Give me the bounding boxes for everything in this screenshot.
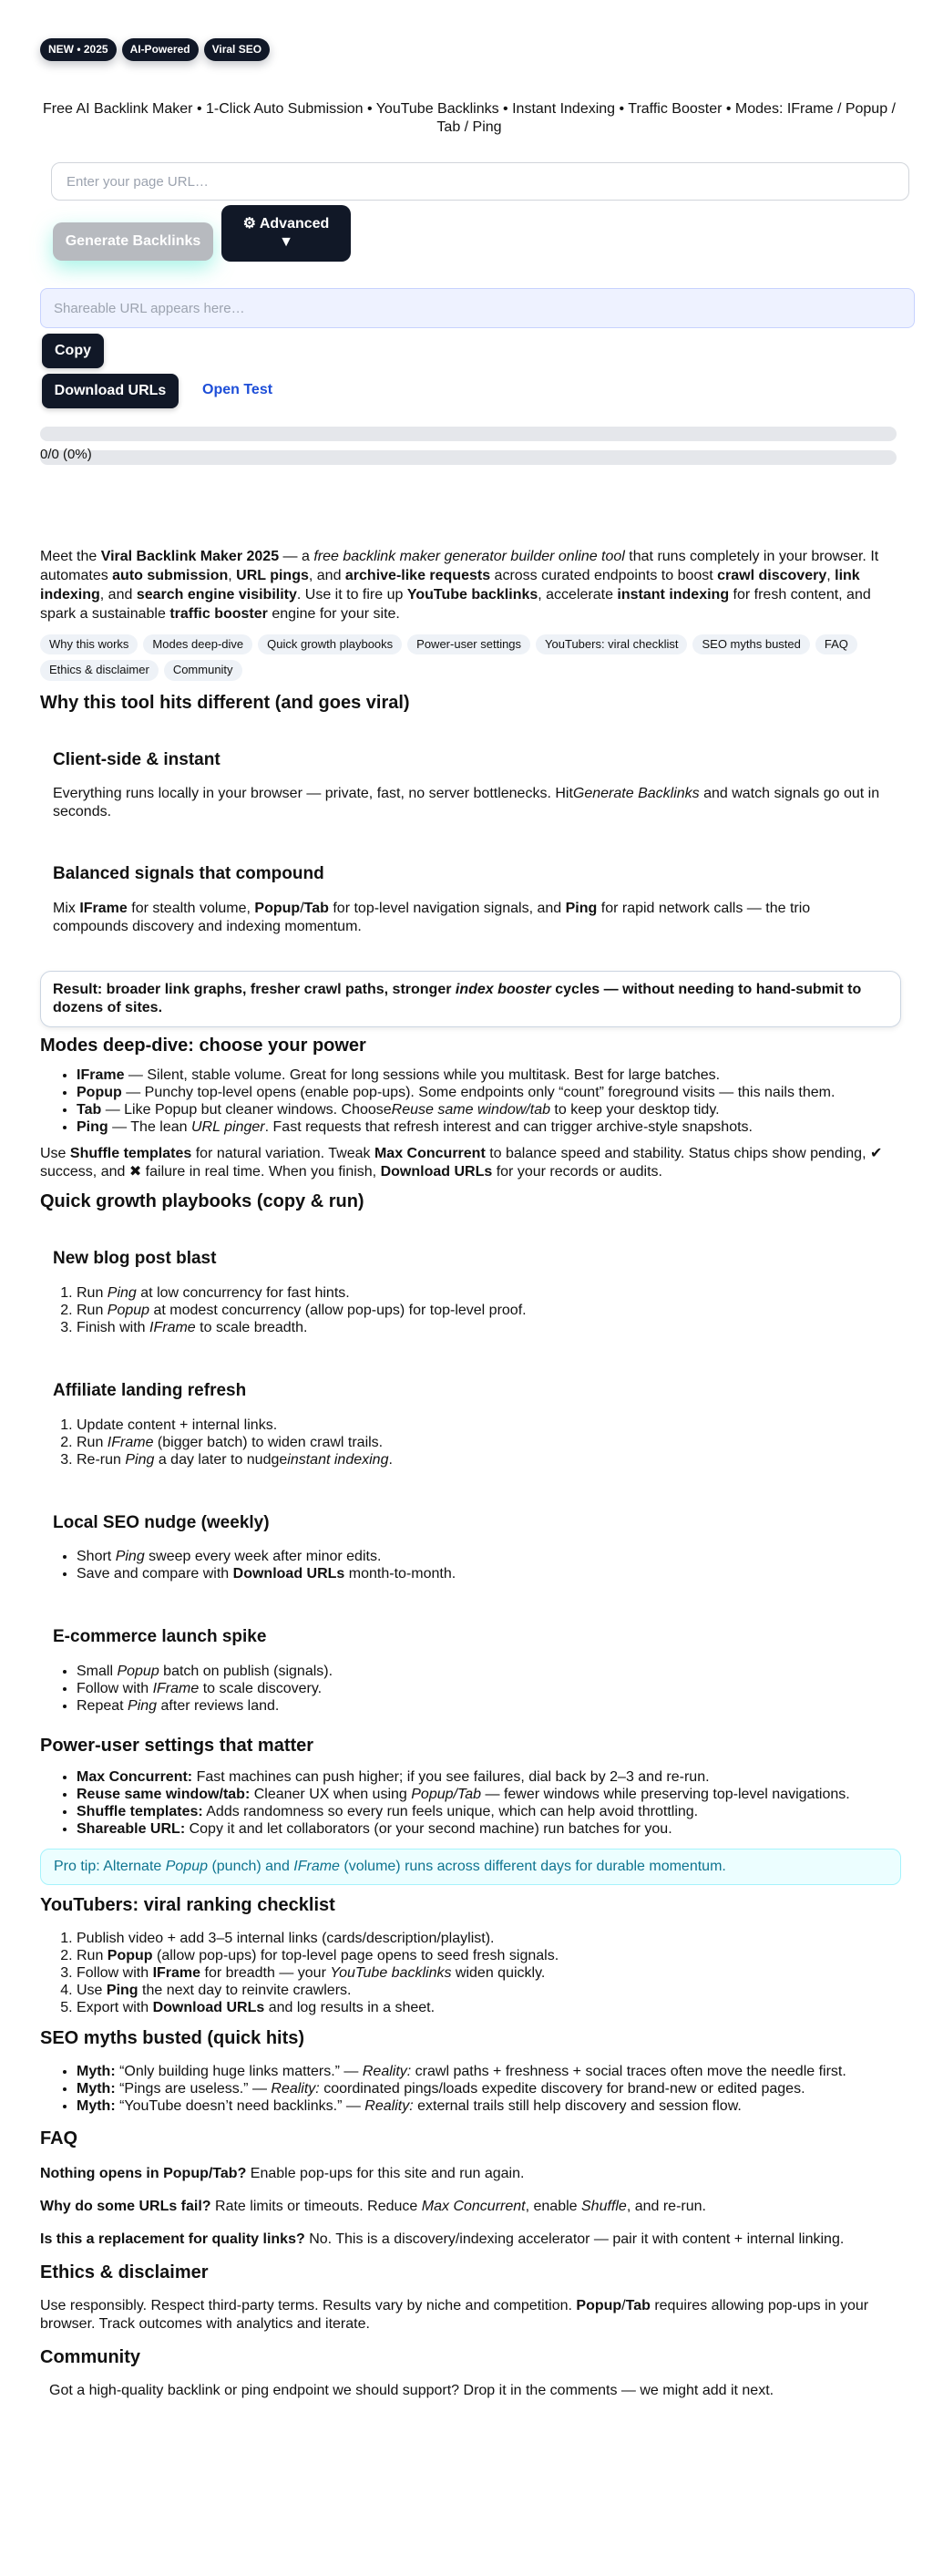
chip-faq[interactable]: FAQ	[815, 634, 857, 654]
text: .	[388, 1451, 393, 1468]
italic: Reality:	[271, 2081, 320, 2097]
text: — The lean	[108, 1119, 191, 1135]
italic: index booster	[455, 982, 551, 997]
bold: Popup	[576, 2298, 622, 2313]
text: Cleaner UX when using	[250, 1787, 412, 1802]
modes-list	[40, 1066, 901, 1136]
intro-bold: auto submission	[112, 568, 229, 583]
text: Follow with	[77, 1681, 153, 1696]
list-item	[77, 1565, 888, 1582]
text: (bigger batch) to widen crawl trails.	[153, 1434, 384, 1450]
intro-text: across curated endpoints to boost	[490, 568, 718, 583]
text: Run	[77, 1284, 108, 1301]
text: sweep every week after minor edits.	[144, 1549, 382, 1565]
playbook-list	[53, 1548, 888, 1582]
text: the next day to reinvite crawlers.	[138, 1983, 352, 1998]
italic: Ping	[115, 1549, 145, 1565]
text: Publish video + add 3–5 internal links (cards/description/playlist).	[77, 1931, 495, 1946]
text: — Like Popup but cleaner windows. Choose	[101, 1102, 392, 1118]
list-item	[77, 1820, 901, 1838]
list-item	[77, 1930, 901, 1947]
text: Everything runs locally in your browser — private, fast, no server bottlenecks. Hit	[53, 786, 573, 802]
bold: Myth:	[77, 2064, 116, 2079]
text: at low concurrency for fast hints.	[136, 1284, 350, 1301]
bold: Tab	[77, 1102, 102, 1118]
youtubers-list	[40, 1930, 901, 2016]
list-item	[77, 1803, 901, 1820]
text: . Fast requests that refresh interest and can trigger archive-style snapshots.	[264, 1119, 753, 1135]
text: Finish with	[77, 1319, 150, 1335]
list-item	[77, 1786, 901, 1803]
card-title: Local SEO nudge (weekly)	[53, 1512, 270, 1532]
faq-question: Nothing opens in Popup/Tab?	[40, 2166, 247, 2181]
faq-item	[40, 2231, 901, 2249]
url-input[interactable]	[51, 162, 909, 201]
text: Pro tip: Alternate	[54, 1859, 166, 1874]
bold: Popup	[77, 1085, 122, 1100]
italic: Ping	[125, 1451, 155, 1468]
bold: Max Concurrent	[374, 1146, 486, 1161]
bold: Myth:	[77, 2081, 116, 2097]
text: Fast machines can push higher; if you see failures, dial back by 2–3 and re-run.	[192, 1769, 710, 1785]
intro-text: that runs completely in your browser. It automates	[40, 549, 879, 583]
chip-ethics[interactable]: Ethics & disclaimer	[40, 660, 159, 680]
bold: IFrame	[152, 1965, 201, 1981]
intro-text: , and	[308, 568, 345, 583]
text: to scale discovery.	[199, 1681, 323, 1696]
bold: Popup	[107, 1948, 153, 1963]
result-callout	[40, 971, 901, 1027]
badge-row	[40, 38, 270, 61]
bold: Download URLs	[152, 2000, 265, 2015]
text: Copy it and let collaborators (or your second machine) run batches for you.	[185, 1821, 672, 1837]
faq-item	[40, 2165, 901, 2183]
advanced-button[interactable]	[221, 205, 351, 262]
text: /	[621, 2298, 626, 2313]
text: for breadth — your	[200, 1965, 331, 1981]
list-item	[77, 2097, 901, 2115]
playbook-list	[53, 1663, 888, 1715]
italic: YouTube backlinks	[330, 1965, 452, 1981]
italic: Popup	[117, 1664, 159, 1679]
card-title: New blog post blast	[53, 1249, 217, 1268]
playbook-list	[53, 1417, 888, 1468]
why-heading: Why this tool hits different (and goes viral)	[40, 692, 410, 713]
text: Adds randomness so every run feels unique, which can help avoid throttling.	[202, 1804, 699, 1819]
card-client-side	[40, 749, 901, 822]
faq-item	[40, 2198, 901, 2216]
list-item	[77, 1697, 888, 1715]
intro-text: , and	[99, 587, 137, 603]
card-balanced-signals	[40, 863, 901, 936]
myths-list	[40, 2063, 901, 2115]
card-title: Client-side & instant	[53, 749, 220, 769]
bold: Tab	[625, 2298, 651, 2313]
text: to scale breadth.	[195, 1319, 308, 1335]
intro-text: , accelerate	[538, 587, 618, 603]
text: widen quickly.	[451, 1965, 546, 1981]
text: Use responsibly. Respect third-party terms. Results vary by niche and competition.	[40, 2298, 577, 2313]
text: “YouTube doesn’t need backlinks.” —	[115, 2098, 365, 2114]
chevron-down-icon: ▼	[279, 234, 293, 250]
bold: Shuffle templates	[69, 1146, 192, 1161]
shareable-url-field[interactable]	[40, 288, 915, 328]
list-item	[77, 1982, 901, 1999]
text: — Punchy top-level opens (enable pop-ups). Some endpoints only “count” foreground visits — this nails them.	[121, 1085, 836, 1100]
text: — fewer windows while preserving top-level navigations.	[481, 1787, 850, 1802]
text: and watch signals go out in seconds.	[53, 786, 880, 820]
text: batch on publish (signals).	[159, 1664, 333, 1679]
community-text: Got a high-quality backlink or ping endpoint we should support? Drop it in the comments — we might add it next.	[49, 2383, 774, 2398]
text: Result: broader link graphs, fresher crawl paths, stronger	[53, 982, 456, 997]
bold: IFrame	[77, 1067, 125, 1083]
intro-text: engine for your site.	[267, 606, 400, 622]
faq-answer: No. This is a discovery/indexing accelerator — pair it with content + internal linking.	[304, 2231, 845, 2247]
ethics-paragraph	[40, 2297, 901, 2334]
chip-modes[interactable]: Modes deep-dive	[143, 634, 252, 654]
faq-list	[40, 2165, 901, 2249]
chip-why[interactable]: Why this works	[40, 634, 138, 654]
italic: IFrame	[107, 1434, 154, 1450]
text: Repeat	[77, 1698, 128, 1714]
text: Use	[77, 1983, 107, 1998]
list-item	[77, 1319, 888, 1336]
list-item	[77, 1284, 888, 1302]
text: for rapid network calls — the trio compounds discovery and indexing momentum.	[53, 901, 811, 934]
text: coordinated pings/loads expedite discovery for brand-new or edited pages.	[319, 2081, 805, 2097]
text: and log results in a sheet.	[264, 2000, 436, 2015]
community-heading: Community	[40, 2347, 140, 2367]
progress-text: 0/0 (0%)	[40, 447, 92, 462]
text: cycles — without needing to hand-submit to dozens of sites.	[53, 982, 862, 1015]
chip-myths[interactable]: SEO myths busted	[692, 634, 809, 654]
card-blog-blast	[40, 1248, 901, 1336]
power-heading: Power-user settings that matter	[40, 1736, 314, 1756]
list-item	[77, 1999, 901, 2016]
open-test-link[interactable]: Open Test	[202, 382, 273, 397]
chip-youtubers[interactable]: YouTubers: viral checklist	[536, 634, 687, 654]
intro-bold: YouTube backlinks	[406, 587, 538, 603]
bold: Ping	[77, 1119, 108, 1135]
text: at modest concurrency (allow pop-ups) for top-level proof.	[149, 1302, 527, 1318]
chip-community[interactable]: Community	[164, 660, 242, 680]
card-text	[53, 900, 888, 936]
badge-ai: AI-Powered	[122, 38, 199, 61]
page-subtitle: Free AI Backlink Maker • 1-Click Auto Submission • YouTube Backlinks • Instant Indexing • Traffic Booster • Modes: IFrame / Popup / Tab / Ping	[43, 101, 896, 135]
intro-text: ,	[228, 568, 237, 583]
list-item	[77, 1118, 901, 1136]
italic: IFrame	[152, 1681, 200, 1696]
pro-tip	[40, 1849, 901, 1885]
modes-paragraph	[40, 1145, 901, 1181]
card-text	[53, 785, 888, 821]
text: for stealth volume,	[127, 901, 255, 916]
bold: Shuffle templates:	[77, 1804, 203, 1819]
list-item	[77, 1101, 901, 1118]
italic: Reality:	[364, 2098, 414, 2114]
progress-bar	[40, 427, 897, 441]
italic: Reuse same window/tab	[391, 1102, 550, 1118]
card-title: Affiliate landing refresh	[53, 1380, 247, 1400]
faq-heading: FAQ	[40, 2128, 78, 2148]
text: Run	[77, 1948, 108, 1963]
bold: Myth:	[77, 2098, 116, 2114]
myths-heading: SEO myths busted (quick hits)	[40, 2028, 305, 2048]
text: (punch) and	[208, 1859, 294, 1874]
intro-bold: search engine visibility	[136, 587, 297, 603]
chip-power[interactable]: Power-user settings	[407, 634, 530, 654]
advanced-label: ⚙ Advanced	[242, 216, 330, 232]
italic: IFrame	[149, 1319, 196, 1335]
main-content	[40, 547, 901, 2400]
progress-track	[40, 450, 897, 465]
bold: Ping	[565, 901, 598, 916]
italic: Popup/Tab	[411, 1787, 482, 1802]
list-item	[77, 1964, 901, 1982]
intro-bold: URL pings	[236, 568, 309, 583]
text: “Only building huge links matters.” —	[115, 2064, 363, 2079]
list-item	[77, 1663, 888, 1680]
list-item	[77, 2063, 901, 2080]
text: requires allowing pop-ups in your browser. Track outcomes with analytics and iterate.	[40, 2298, 869, 2332]
list-item	[77, 1434, 888, 1451]
text: Short	[77, 1549, 116, 1565]
chip-playbooks[interactable]: Quick growth playbooks	[258, 634, 402, 654]
bold: Popup	[254, 901, 301, 916]
intro-text: — a	[279, 549, 314, 564]
playbook-list	[53, 1284, 888, 1336]
list-item	[77, 1680, 888, 1697]
text: Use	[40, 1146, 70, 1161]
power-list	[40, 1768, 901, 1838]
list-item	[77, 1066, 901, 1084]
youtubers-heading: YouTubers: viral ranking checklist	[40, 1895, 335, 1915]
faq-answer: Enable pop-ups for this site and run again.	[246, 2166, 525, 2181]
bold: IFrame	[79, 901, 128, 916]
text: — Silent, stable volume. Great for long sessions while you multitask. Best for large batches.	[124, 1067, 721, 1083]
list-item	[77, 1947, 901, 1964]
badge-viral: Viral SEO	[204, 38, 270, 61]
italic: Max Concurrent	[421, 2199, 526, 2214]
intro-bold: link indexing	[40, 568, 860, 603]
bold: Shareable URL:	[77, 1821, 186, 1837]
text: /	[300, 901, 304, 916]
text: Run	[77, 1434, 108, 1450]
list-item	[77, 1417, 888, 1434]
text: for natural variation. Tweak	[191, 1146, 374, 1161]
card-affiliate-refresh	[40, 1380, 901, 1468]
text: month-to-month.	[344, 1566, 456, 1582]
intro-text: Meet the	[40, 549, 101, 564]
text: pending, ✔ success, and ✖ failure in real time. When you finish,	[40, 1146, 883, 1180]
text: Run	[77, 1302, 108, 1318]
intro-bold: archive-like requests	[344, 568, 491, 583]
text: to balance speed and stability. Status chips show	[485, 1146, 811, 1161]
text: to keep your desktop tidy.	[549, 1102, 720, 1118]
intro-text: . Use it to fire up	[296, 587, 407, 603]
bold: Reuse same window/tab:	[77, 1787, 251, 1802]
italic: Ping	[107, 1284, 137, 1301]
card-title: E-commerce launch spike	[53, 1627, 267, 1647]
list-item	[77, 1451, 888, 1468]
faq-question: Why do some URLs fail?	[40, 2199, 211, 2214]
italic: Popup	[165, 1859, 208, 1874]
text: a day later to nudge	[154, 1451, 288, 1468]
bold: Ping	[106, 1983, 138, 1998]
copy-button[interactable]: Copy	[42, 334, 104, 368]
text: for your records or audits.	[492, 1164, 662, 1180]
text: “Pings are useless.” —	[115, 2081, 272, 2097]
card-local-seo	[40, 1512, 901, 1583]
card-ecommerce-spike	[40, 1626, 901, 1715]
text: Export with	[77, 2000, 153, 2015]
faq-answer: Rate limits or timeouts. Reduce	[210, 2199, 422, 2214]
text: crawl paths + freshness + social traces often move the needle first.	[411, 2064, 846, 2079]
section-nav-chips	[40, 634, 901, 681]
list-item	[77, 1768, 901, 1786]
italic: instant indexing	[287, 1451, 389, 1468]
intro-bold: crawl discovery	[717, 568, 827, 583]
text: Small	[77, 1664, 118, 1679]
text: , enable	[525, 2199, 581, 2214]
italic: URL pinger	[190, 1119, 265, 1135]
bold: Download URLs	[232, 1566, 345, 1582]
list-item	[77, 1084, 901, 1101]
italic: Shuffle	[581, 2199, 627, 2214]
intro-italic: free backlink maker generator builder online tool	[313, 549, 625, 564]
text: Follow with	[77, 1965, 153, 1981]
text: for top-level navigation signals, and	[328, 901, 566, 916]
bold: Download URLs	[380, 1164, 493, 1180]
text: Save and compare with	[77, 1566, 233, 1582]
italic: Generate Backlinks	[572, 786, 700, 802]
italic: Popup	[107, 1302, 150, 1318]
text: Update content + internal links.	[77, 1417, 278, 1433]
intro-bold: Viral Backlink Maker 2025	[100, 549, 280, 564]
playbooks-heading: Quick growth playbooks (copy & run)	[40, 1191, 364, 1211]
download-urls-button[interactable]: Download URLs	[42, 374, 179, 408]
text: Mix	[53, 901, 80, 916]
text: (volume) runs across different days for durable momentum.	[339, 1859, 726, 1874]
italic: Ping	[128, 1698, 158, 1714]
text: after reviews land.	[157, 1698, 280, 1714]
text: (allow pop-ups) for top-level page opens to seed fresh signals.	[152, 1948, 559, 1963]
intro-paragraph	[40, 547, 901, 623]
text: external trails still help discovery and session flow.	[413, 2098, 742, 2114]
text: , and re-run.	[626, 2199, 706, 2214]
card-title: Balanced signals that compound	[53, 864, 324, 884]
text: Re-run	[77, 1451, 126, 1468]
intro-text: ,	[826, 568, 836, 583]
bold: Max Concurrent:	[77, 1769, 193, 1785]
intro-bold: traffic booster	[169, 606, 268, 622]
generate-backlinks-button[interactable]: Generate Backlinks	[53, 222, 213, 261]
ethics-heading: Ethics & disclaimer	[40, 2262, 209, 2282]
bold: Tab	[303, 901, 329, 916]
list-item	[77, 1548, 888, 1565]
intro-bold: instant indexing	[617, 587, 730, 603]
faq-question: Is this a replacement for quality links?	[40, 2231, 305, 2247]
modes-heading: Modes deep-dive: choose your power	[40, 1036, 366, 1056]
list-item	[77, 2080, 901, 2097]
list-item	[77, 1302, 888, 1319]
italic: IFrame	[293, 1859, 340, 1874]
badge-new: NEW • 2025	[40, 38, 117, 61]
intro-text: for fresh content, and spark a sustainable	[40, 587, 871, 622]
italic: Reality:	[362, 2064, 412, 2079]
